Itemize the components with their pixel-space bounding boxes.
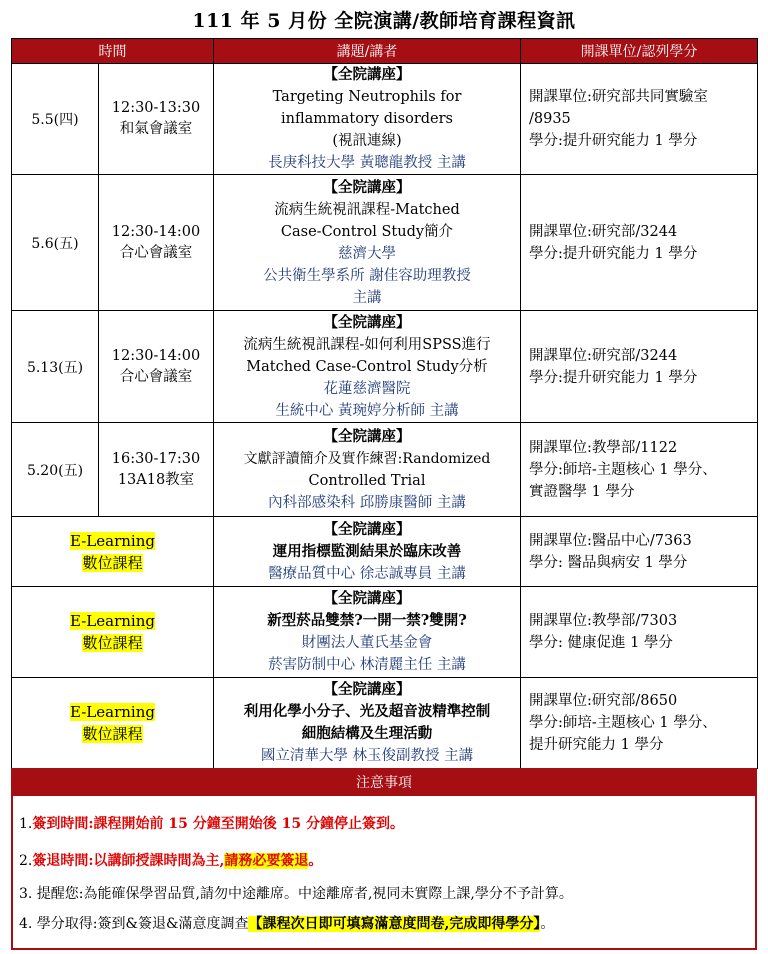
time-location-cell (99, 64, 214, 175)
time-location-cell (99, 423, 214, 517)
table-row (12, 678, 758, 769)
speaker-line: 醫療品質中心 徐志誠專員 主講 (268, 565, 466, 582)
header-row (12, 39, 758, 64)
unit-line: 學分:師培-主題核心 1 學分、 (529, 461, 717, 478)
notice-box (11, 768, 757, 950)
location-text: 合心會議室 (119, 244, 193, 261)
lecture-tag: 【全院講座】 (323, 681, 411, 698)
notice-item-text: 簽到時間:課程開始前 15 分鐘至開始後 15 分鐘停止簽到。 (32, 816, 404, 832)
lecture-tag: 【全院講座】 (323, 178, 411, 196)
topic-line: 利用化學小分子、光及超音波精準控制 (243, 703, 491, 720)
speaker-line: 國立清華大學 林玉俊副教授 主講 (260, 748, 474, 764)
unit-line: 實證醫學 1 學分 (529, 483, 635, 500)
time-text: 12:30-13:30 (111, 100, 201, 116)
table-row (12, 587, 758, 678)
speaker-line: 花蓮慈濟醫院 (323, 380, 411, 397)
header-topic: 講題/講者 (214, 39, 521, 64)
elearning-label: E-Learning (70, 531, 155, 550)
notice-heading: 注意事項 (13, 770, 755, 796)
unit-line: 提升研究能力 1 學分 (529, 737, 664, 753)
speaker-line: 內科部感染科 邱勝康醫師 主講 (268, 494, 466, 511)
notice-item-1 (19, 813, 404, 833)
topic-line: Controlled Trial (308, 472, 426, 489)
topic-line: 流病生統視訊課程-Matched (274, 201, 460, 218)
speaker-line: 菸害防制中心 林清麗主任 主講 (268, 657, 466, 673)
unit-line: 開課單位:研究部/3244 (529, 347, 678, 364)
digital-course-label: 數位課程 (82, 725, 143, 743)
elearning-label: E-Learning (70, 703, 155, 721)
unit-line: 開課單位:醫品中心/7363 (529, 532, 692, 549)
topic-line: inflammatory disorders (281, 111, 453, 127)
lecture-tag: 【全院講座】 (323, 520, 411, 538)
topic-cell (214, 517, 521, 587)
unit-line: 學分: 健康促進 1 學分 (529, 635, 673, 651)
unit-line: 開課單位:研究部共同實驗室 (529, 89, 708, 105)
elearning-label: E-Learning (70, 612, 155, 630)
unit-line: 學分:提升研究能力 1 學分 (529, 369, 698, 386)
notice-highlight: 【課程次日即可填寫滿意度問卷,完成即得學分】 (248, 916, 541, 932)
time-text: 12:30-14:00 (111, 223, 201, 240)
page-title: 111 年 5 月份 全院演講/教師培育課程資訊 (192, 10, 576, 32)
table-row (12, 175, 758, 311)
elearning-cell (12, 678, 214, 769)
elearning-cell (12, 587, 214, 678)
table-row (12, 64, 758, 175)
speaker-line: 主講 (352, 289, 382, 306)
location-text: 合心會議室 (119, 368, 193, 385)
header-unit: 開課單位/認列學分 (521, 39, 758, 64)
topic-line: 文獻評讀簡介及實作練習:Randomized (243, 450, 491, 467)
topic-cell (214, 423, 521, 517)
unit-cell (521, 175, 758, 311)
unit-cell (521, 423, 758, 517)
speaker-line: 公共衛生學系所 謝佳容助理教授 (263, 267, 471, 284)
notice-item-4 (19, 913, 554, 933)
time-location-cell (99, 175, 214, 311)
topic-line: Case-Control Study簡介 (280, 223, 454, 240)
topic-line: 運用指標監測結果於臨床改善 (272, 542, 462, 560)
unit-cell (521, 64, 758, 175)
digital-course-label: 數位課程 (82, 553, 143, 572)
notice-item-number: 2. (19, 853, 33, 869)
unit-cell (521, 517, 758, 587)
table-row (12, 423, 758, 517)
time-text: 16:30-17:30 (111, 450, 201, 467)
topic-line: 流病生統視訊課程-如何利用SPSS進行 (243, 336, 491, 353)
topic-line: 細胞結構及生理活動 (301, 725, 433, 742)
topic-line: Targeting Neutrophils for (272, 89, 462, 105)
unit-line: 學分: 醫品與病安 1 學分 (529, 554, 688, 571)
topic-cell (214, 64, 521, 175)
notice-item-end: 。 (308, 853, 323, 869)
unit-line: 開課單位:研究部/3244 (529, 223, 678, 240)
topic-cell (214, 678, 521, 769)
header-time: 時間 (12, 39, 214, 64)
topic-line: (視訊連線) (332, 133, 402, 149)
schedule-table (11, 38, 758, 769)
topic-cell (214, 175, 521, 311)
table-row (12, 517, 758, 587)
unit-line: 開課單位:教學部/7303 (529, 613, 678, 629)
speaker-line: 生統中心 黃琬婷分析師 主講 (275, 402, 459, 419)
topic-cell (214, 311, 521, 423)
speaker-line: 慈濟大學 (338, 245, 396, 262)
time-location-cell (99, 311, 214, 423)
date-cell: 5.13(五) (12, 311, 99, 423)
lecture-tag: 【全院講座】 (323, 590, 411, 607)
topic-line: 新型菸品雙禁?一開一禁?雙開? (267, 612, 467, 629)
unit-line: 學分:提升研究能力 1 學分 (529, 133, 698, 149)
notice-highlight: 請務必要簽退 (224, 853, 309, 869)
notice-item-number: 1. (19, 816, 33, 832)
table-row (12, 311, 758, 423)
unit-line: 開課單位:教學部/1122 (529, 439, 678, 456)
unit-line: 學分:提升研究能力 1 學分 (529, 245, 698, 262)
time-text: 12:30-14:00 (111, 347, 201, 364)
notice-item-text: 簽退時間:以講師授課時間為主, (32, 853, 225, 869)
unit-line: 學分:師培-主題核心 1 學分、 (529, 715, 717, 731)
date-cell: 5.20(五) (12, 423, 99, 517)
topic-cell (214, 587, 521, 678)
unit-cell (521, 311, 758, 423)
unit-cell (521, 678, 758, 769)
unit-line: /8935 (529, 111, 571, 127)
topic-line: Matched Case-Control Study分析 (246, 358, 488, 375)
speaker-line: 財團法人董氏基金會 (301, 635, 433, 651)
lecture-tag: 【全院講座】 (323, 66, 411, 83)
location-text: 和氣會議室 (119, 121, 193, 137)
notice-item-end: 。 (540, 916, 555, 932)
notice-item-text: 4. 學分取得:簽到&簽退&滿意度調查 (19, 916, 249, 932)
unit-cell (521, 587, 758, 678)
location-text: 13A18教室 (117, 471, 195, 488)
speaker-line: 長庚科技大學 黃聰龍教授 主講 (268, 155, 466, 171)
notice-item-3: 3. 提醒您:為能確保學習品質,請勿中途離席。中途離席者,視同未實際上課,學分不予計算。 (19, 886, 573, 902)
notice-item-2 (19, 850, 322, 870)
lecture-tag: 【全院講座】 (323, 427, 411, 445)
elearning-cell (12, 517, 214, 587)
unit-line: 開課單位:研究部/8650 (529, 693, 678, 709)
lecture-tag: 【全院講座】 (323, 313, 411, 331)
digital-course-label: 數位課程 (82, 634, 143, 652)
date-cell: 5.5(四) (12, 64, 99, 175)
date-cell: 5.6(五) (12, 175, 99, 311)
